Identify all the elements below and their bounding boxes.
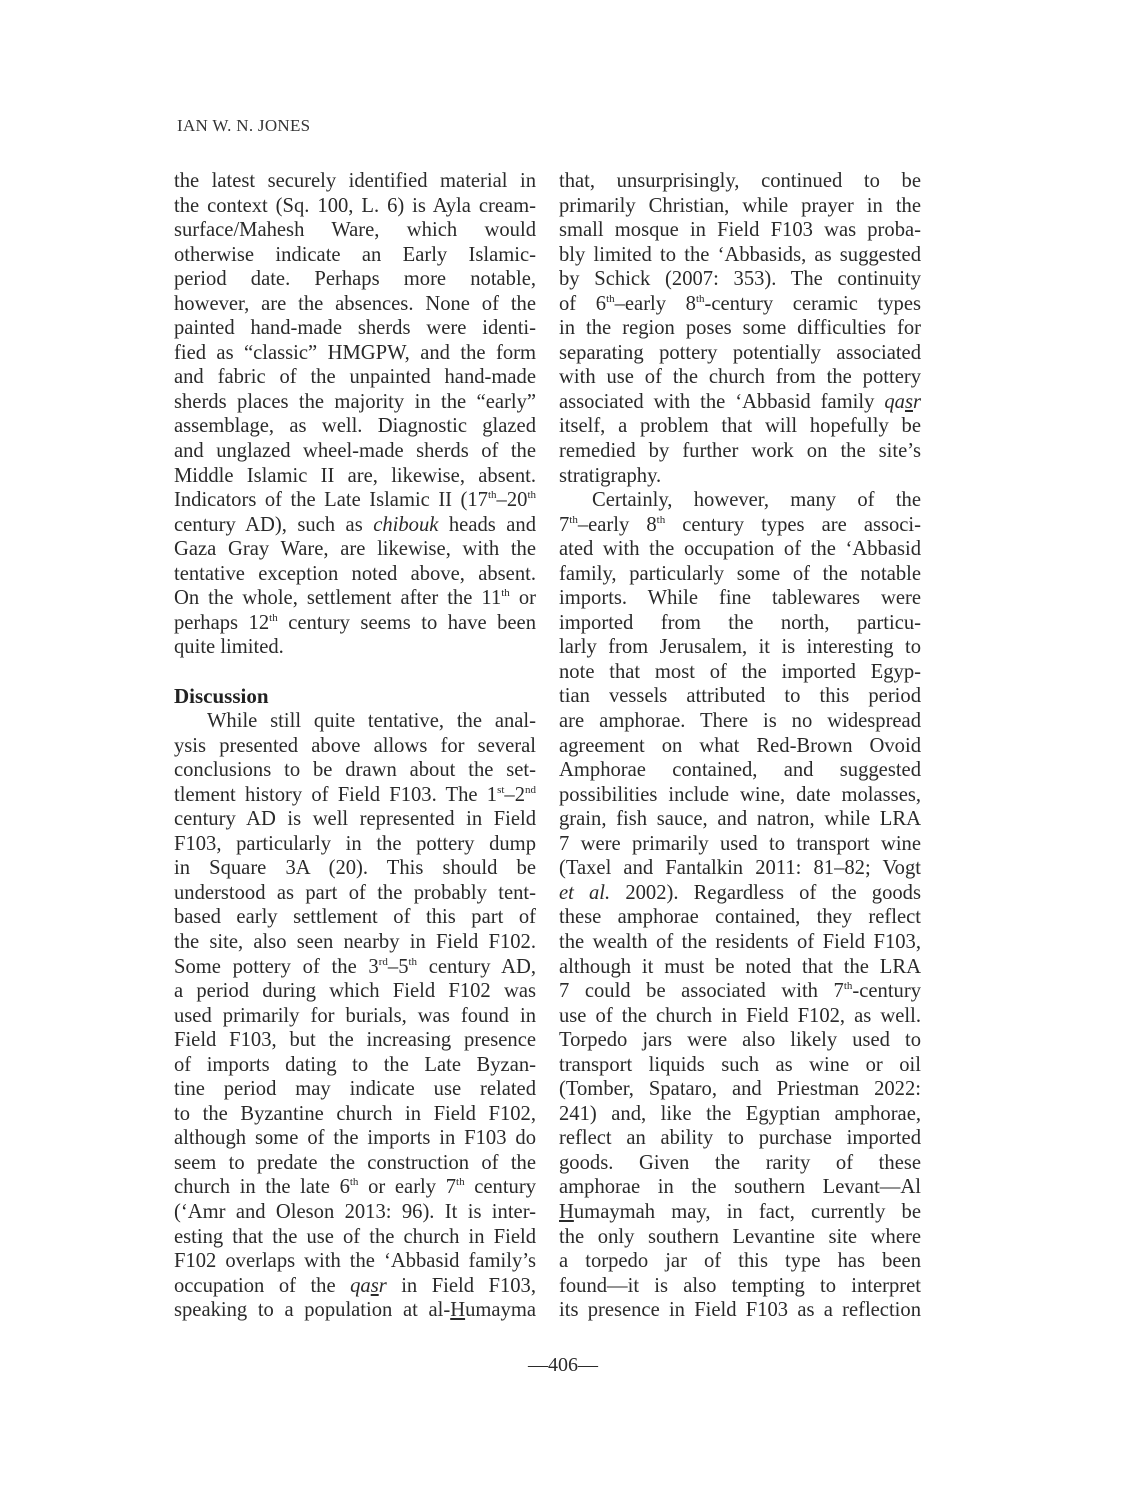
text-line: conclusions to be drawn about the set- [174,759,536,782]
text-line: and fabric of the unpainted hand-made [174,366,536,389]
page-number: —406— [528,1354,598,1376]
text-line: amphorae in the southern Levant—Al [559,1176,921,1199]
right-column [559,169,921,1323]
text-line: tian vessels attributed to this period [559,685,921,708]
text-line: (Tomber, Spataro, and Priestman 2022: [559,1078,921,1101]
text-line: Indicators of the Late Islamic II (17th–20th [174,489,536,512]
text-line: century AD), such as chibouk heads and [174,513,536,536]
text-line: larly from Jerusalem, it is interesting to [559,636,921,659]
text-line: that, unsurprisingly, continued to be [559,170,921,192]
text-line: separating pottery potentially associated [559,341,921,364]
text-line: church in the late 6th or early 7th century [174,1176,537,1199]
text-line: in the region poses some difficulties for [559,317,921,340]
text-line: ysis presented above allows for several [174,734,536,757]
text-line: use of the church in Field F102, as well. [559,1004,921,1027]
text-line: are amphorae. There is no widespread [559,710,921,733]
text-line: While still quite tentative, the anal- [207,710,536,733]
running-head-author: IAN W. N. JONES [177,116,311,135]
text-line: occupation of the qasr in Field F103, [174,1274,536,1297]
text-line: otherwise indicate an Early Islamic- [174,243,536,266]
text-line: 7th–early 8th century types are associ- [559,513,921,536]
text-line: surface/Mahesh Ware, which would [174,219,536,242]
text-line: fied as “classic” HMGPW, and the form [174,341,536,364]
text-line: century AD is well represented in Field [174,808,536,831]
text-line: sherds places the majority in the “early” [174,390,536,413]
text-line: Certainly, however, many of the [592,489,921,512]
text-line: period date. Perhaps more notable, [174,268,536,291]
text-line: imports. While fine tablewares were [559,587,921,610]
text-line: these amphorae contained, they reflect [559,906,921,929]
text-line: associated with the ‘Abbasid family qasr [559,390,921,413]
text-line: tine period may indicate use related [174,1078,536,1101]
text-line: to the Byzantine church in Field F102, [174,1102,536,1125]
text-line: agreement on what Red-Brown Ovoid [559,734,921,757]
text-line: speaking to a population at al-Humayma [174,1299,536,1322]
text-line: transport liquids such as wine or oil [559,1053,921,1076]
text-line: its presence in Field F103 as a reflection [559,1299,921,1322]
text-line: however, are the absences. None of the [174,292,536,315]
text-line: by Schick (2007: 353). The continuity [559,268,921,291]
text-line: assemblage, as well. Diagnostic glazed [174,415,536,438]
text-line: 7 were primarily used to transport wine [559,832,921,855]
text-line: the latest securely identified material in [174,170,536,192]
text-line: esting that the use of the church in Field [174,1225,536,1248]
text-line: Gaza Gray Ware, are likewise, with the [174,538,536,561]
text-line: the context (Sq. 100, L. 6) is Ayla cream- [174,194,536,217]
text-line: 241) and, like the Egyptian amphorae, [559,1102,921,1125]
text-line: Middle Islamic II are, likewise, absent. [174,464,536,487]
text-line: Amphorae contained, and suggested [559,759,921,782]
text-line: ated with the occupation of the ‘Abbasid [559,538,921,561]
text-line: in Square 3A (20). This should be [174,857,536,880]
text-line: tlement history of Field F103. The 1st–2nd [174,783,536,806]
text-line: On the whole, settlement after the 11th or [174,587,536,610]
text-line: perhaps 12th century seems to have been [174,611,536,634]
text-line: remedied by further work on the site’s [559,440,921,463]
text-line: a period during which Field F102 was [174,980,536,1003]
text-line: stratigraphy. [559,464,662,487]
text-line: tentative exception noted above, absent. [174,562,536,585]
italic-term: qasr [884,390,921,413]
section-heading-discussion: Discussion [174,684,269,709]
text-line: imported from the north, particu- [559,611,921,634]
italic-term: chibouk [373,513,439,536]
left-column [174,169,536,1323]
text-line: understood as part of the probably tent- [174,881,536,904]
text-line: note that most of the imported Egyp- [559,660,921,683]
text-line: although it must be noted that the LRA [559,955,921,978]
text-line: et al. 2002). Regardless of the goods [559,881,921,904]
text-line: Humaymah may, in fact, currently be [559,1200,921,1223]
text-line: bly limited to the ‘Abbasids, as suggested [559,243,921,266]
text-line: reflect an ability to purchase imported [559,1127,921,1150]
text-line: used primarily for burials, was found in [174,1004,536,1027]
text-line: primarily Christian, while prayer in the [559,194,921,217]
text-line: of 6th–early 8th-century ceramic types [559,292,921,315]
text-line: the only southern Levantine site where [559,1225,921,1248]
text-line: Torpedo jars were also likely used to [559,1029,921,1052]
text-line: F103, particularly in the pottery dump [174,832,536,855]
text-line: Field F103, but the increasing presence [174,1029,536,1052]
text-line: quite limited. [174,636,284,659]
text-line: found—it is also tempting to interpret [559,1274,921,1297]
text-line: grain, fish sauce, and natron, while LRA [559,808,921,831]
text-line: (‘Amr and Oleson 2013: 96). It is inter- [174,1200,536,1223]
text-line: family, particularly some of the notable [559,562,921,585]
text-line: based early settlement of this part of [174,906,536,929]
text-line: with use of the church from the pottery [559,366,921,389]
text-line: painted hand-made sherds were identi- [174,317,536,340]
text-line: small mosque in Field F103 was proba- [559,219,921,242]
text-line: 7 could be associated with 7th-century [559,980,921,1003]
text-line: the site, also seen nearby in Field F102. [174,930,536,953]
text-line: Some pottery of the 3rd–5th century AD, [174,955,536,978]
italic-term: et al. [559,881,611,904]
text-line: although some of the imports in F103 do [174,1127,536,1150]
text-line: itself, a problem that will hopefully be [559,415,921,438]
text-line: goods. Given the rarity of these [559,1151,921,1174]
text-line: of imports dating to the Late Byzan- [174,1053,536,1076]
text-line: the wealth of the residents of Field F103, [559,930,921,953]
text-line: a torpedo jar of this type has been [559,1250,921,1273]
text-line: (Taxel and Fantalkin 2011: 81–82; Vogt [559,857,921,880]
text-line: F102 overlaps with the ‘Abbasid family’s [174,1250,536,1273]
italic-term: qasr [350,1274,387,1297]
text-line: and unglazed wheel-made sherds of the [174,440,536,463]
text-line: seem to predate the construction of the [174,1151,536,1174]
text-line: possibilities include wine, date molasses, [559,783,921,806]
